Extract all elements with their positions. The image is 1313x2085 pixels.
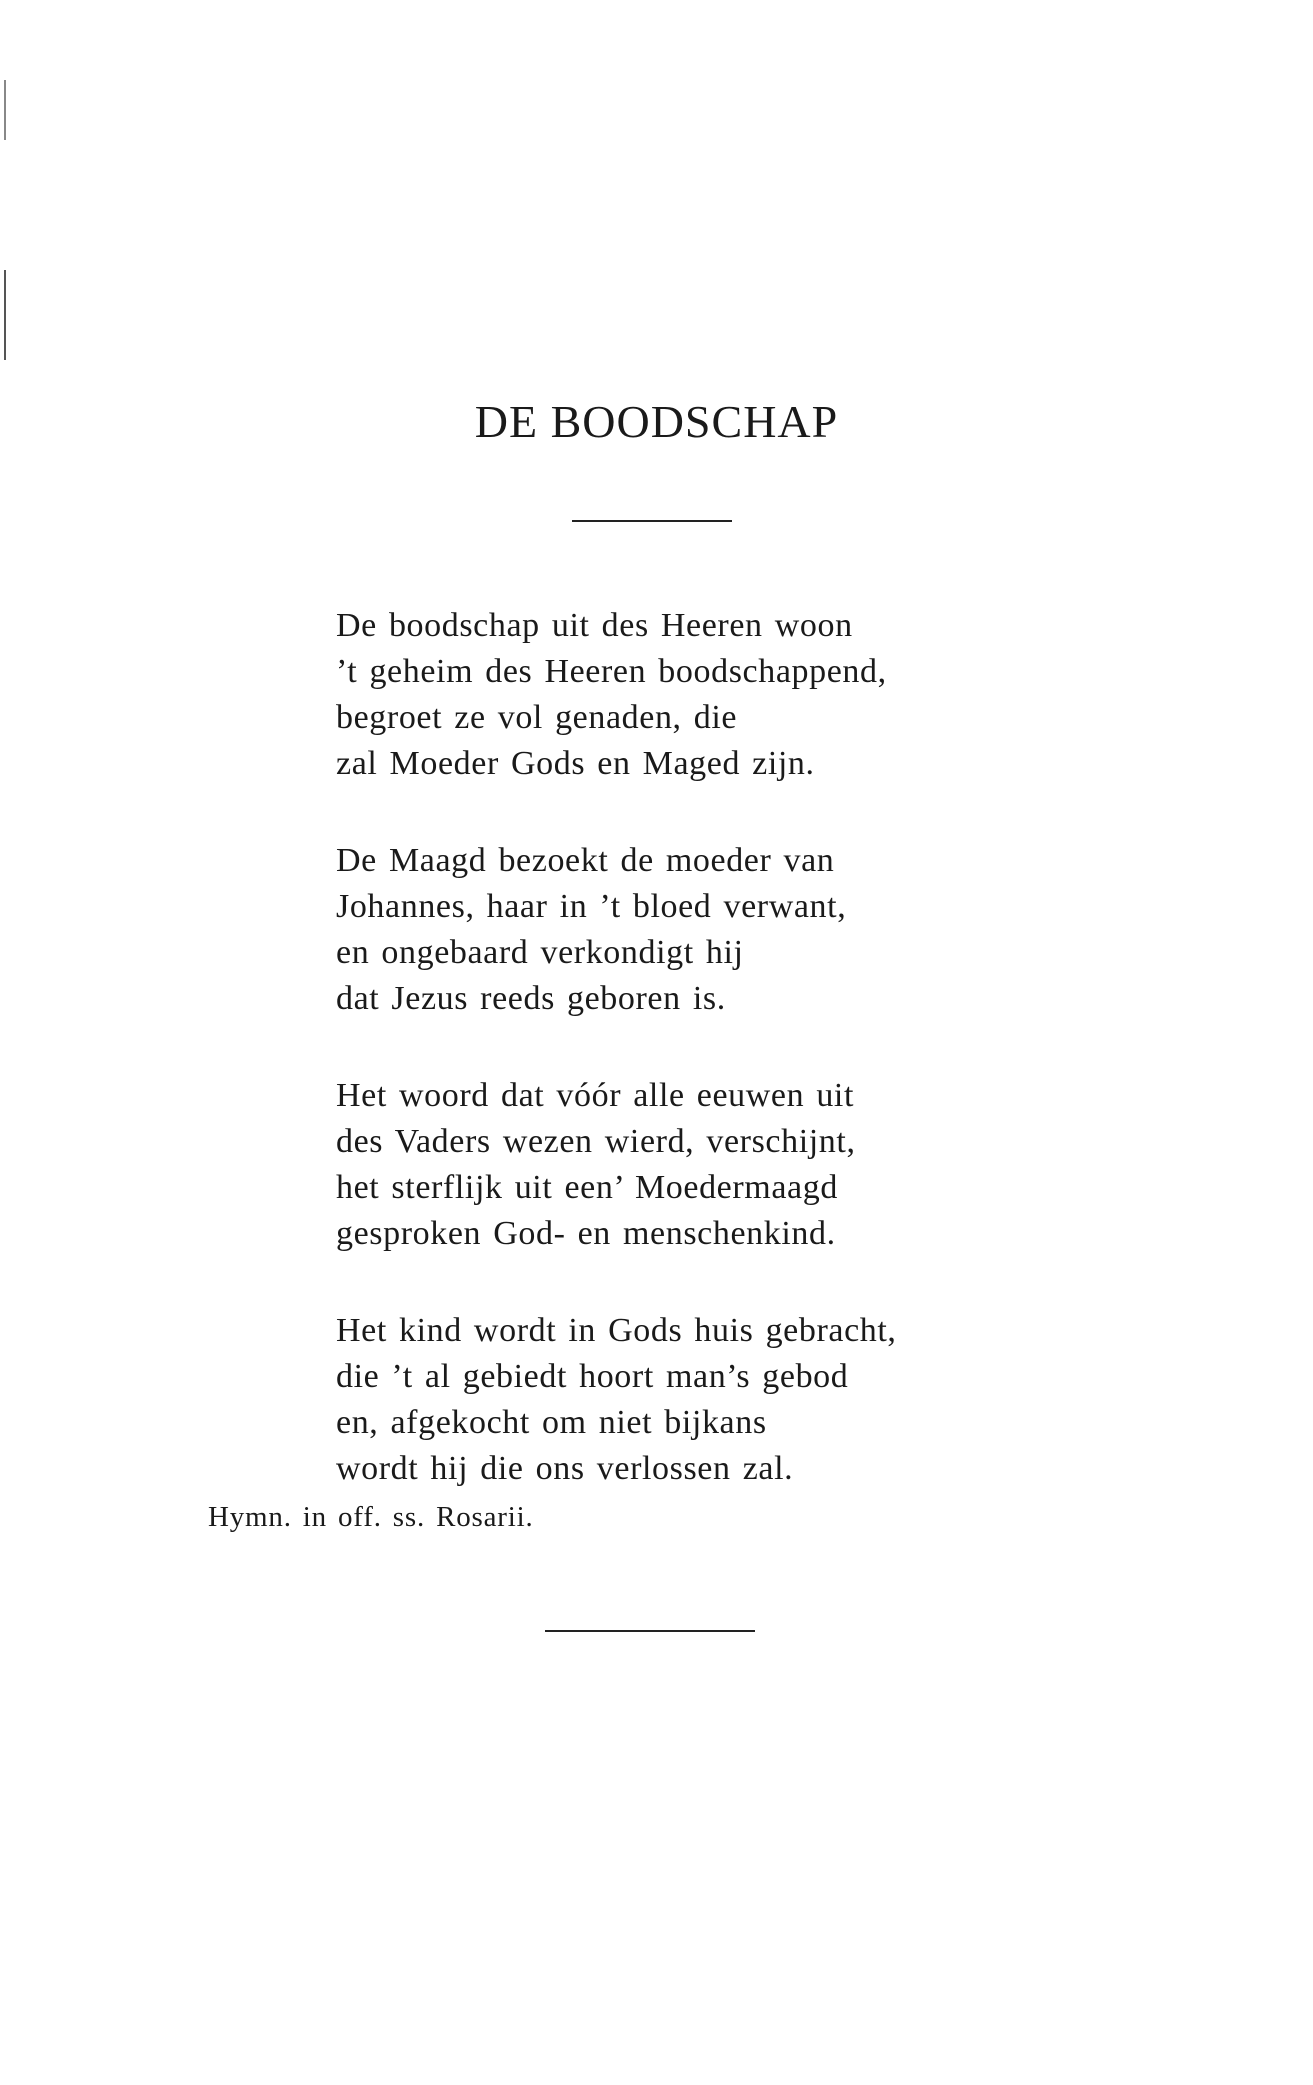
poem-line: De boodschap uit des Heeren woon (336, 607, 853, 644)
poem-line: gesproken God- en menschenkind. (336, 1215, 836, 1252)
poem-line: Het kind wordt in Gods huis gebracht, (336, 1312, 897, 1349)
poem-line: het sterflijk uit een’ Moedermaagd (336, 1169, 838, 1206)
poem-line: ’t geheim des Heeren boodschappend, (336, 653, 887, 690)
poem-line: zal Moeder Gods en Maged zijn. (336, 745, 815, 782)
scan-edge-mark (4, 80, 6, 140)
poem-line: begroet ze vol genaden, die (336, 699, 738, 736)
poem-line: wordt hij die ons verlossen zal. (336, 1450, 794, 1487)
poem-line: De Maagd bezoekt de moeder van (336, 842, 835, 879)
poem-body (336, 603, 1036, 1543)
stanza-1 (336, 603, 1036, 787)
poem-title: DE BOODSCHAP (474, 396, 839, 447)
scan-edge-mark (4, 270, 6, 360)
poem-line: Het woord dat vóór alle eeuwen uit (336, 1077, 855, 1114)
poem-line: Johannes, haar in ’t bloed verwant, (336, 888, 847, 925)
poem-line: die ’t al gebiedt hoort man’s gebod (336, 1358, 849, 1395)
stanza-2 (336, 838, 1036, 1022)
poem-source: Hymn. in off. ss. Rosarii. (208, 1501, 534, 1533)
poem-line: en, afgekocht om niet bijkans (336, 1404, 767, 1441)
title-divider (572, 520, 732, 522)
stanza-3 (336, 1073, 1036, 1257)
stanza-4 (336, 1308, 1036, 1492)
end-divider (545, 1630, 755, 1632)
poem-line: des Vaders wezen wierd, verschijnt, (336, 1123, 856, 1160)
poem-line: en ongebaard verkondigt hij (336, 934, 744, 971)
poem-line: dat Jezus reeds geboren is. (336, 980, 726, 1017)
